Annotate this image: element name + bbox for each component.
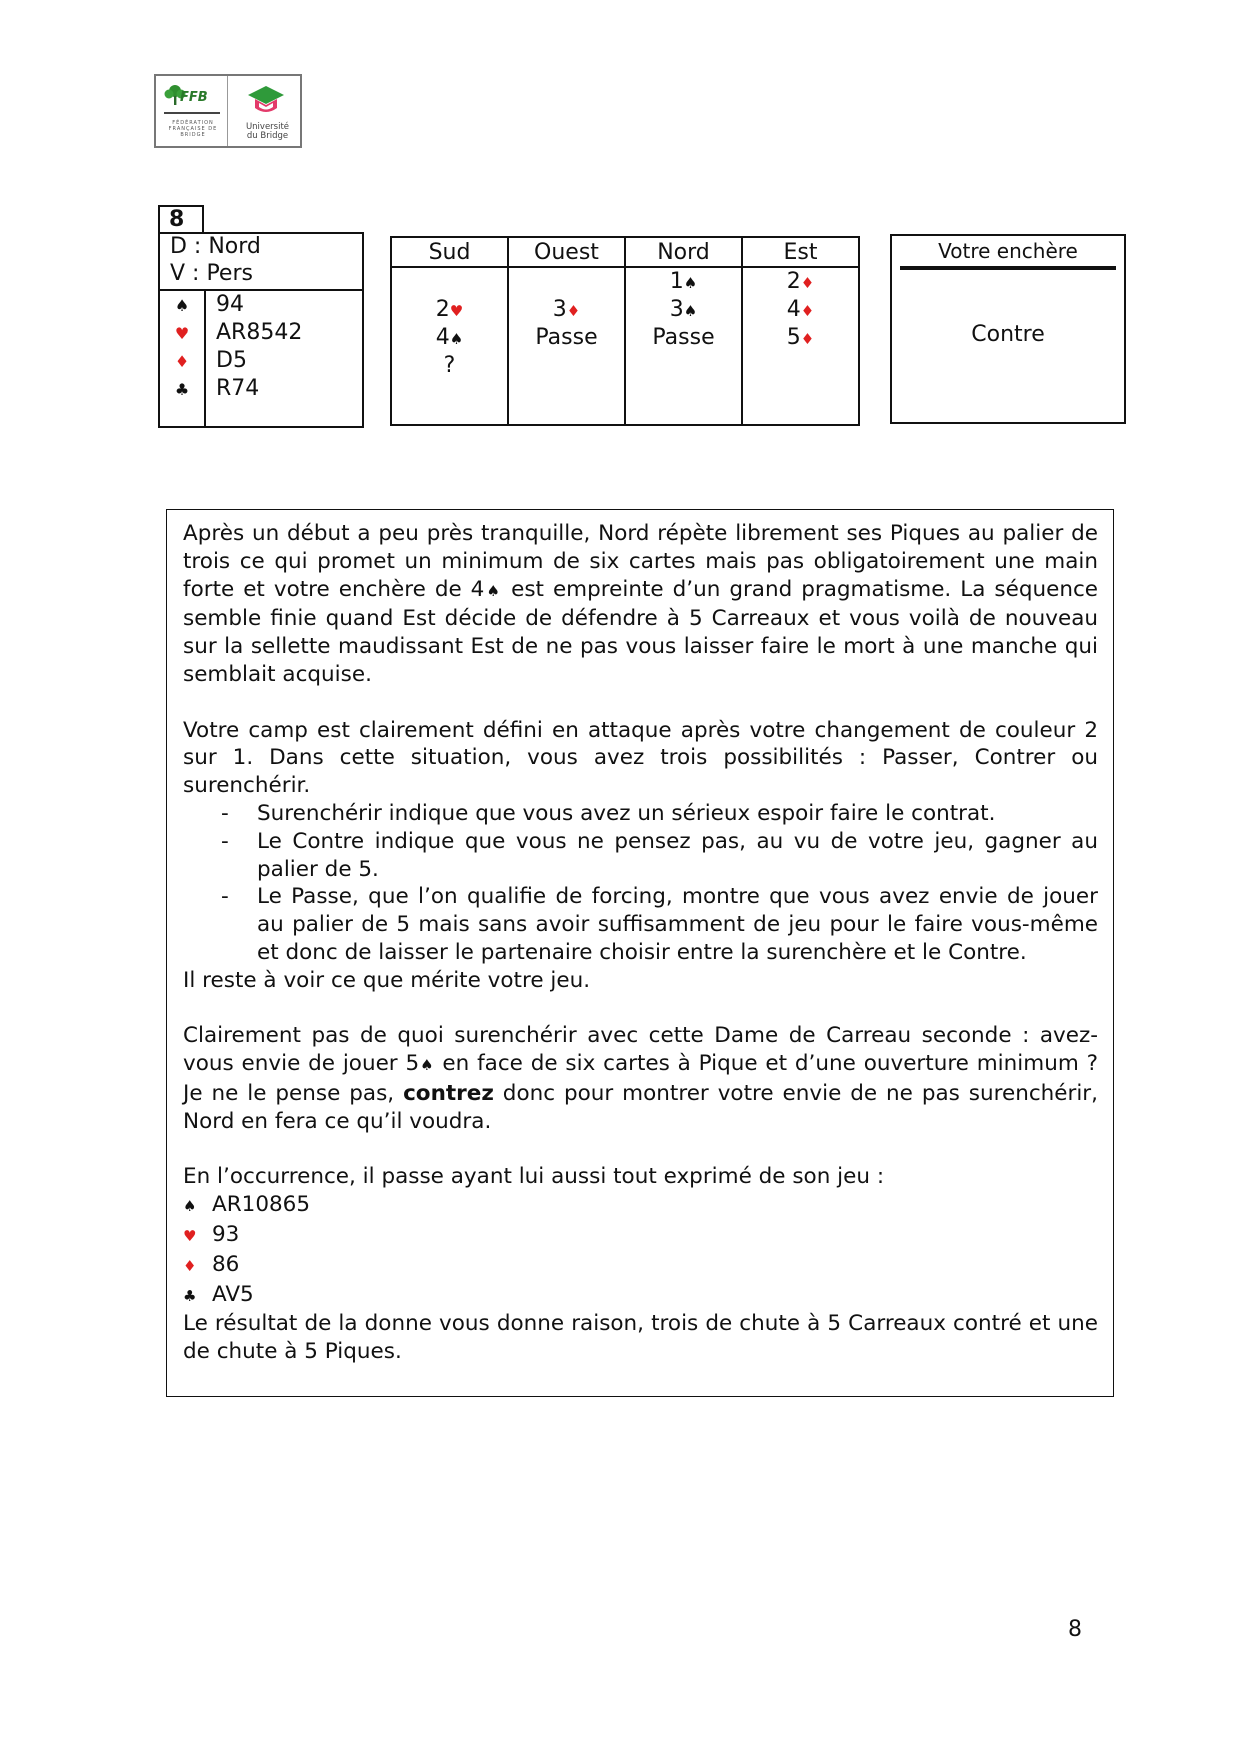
ffb-full-name: FÉDÉRATION FRANÇAISE DE BRIDGE [168,120,218,138]
bid-cell: Passe [652,325,715,350]
deal-number: 8 [158,205,204,233]
spade-icon: ♠ [683,274,698,292]
bid-cell: 3♠ [669,297,698,322]
graduation-cap-icon [246,84,286,118]
dealer: D : Nord [170,234,261,259]
bid-cell [509,268,624,296]
your-bid-title: Votre enchère [938,239,1078,263]
vulnerability: V : Pers [170,261,253,286]
heart-icon: ♥ [183,1226,197,1245]
bid-cell: 4♦ [786,297,815,322]
diamond-icon: ♦ [800,330,815,348]
bid-cell: Passe [535,325,598,350]
hand-diamonds: D5 [216,348,247,373]
bullet-list [183,800,1098,967]
paragraph-5: Le résultat de la donne vous donne raison, trois de chute à 5 Carreaux contré et une de chute à 5 Piques. [183,1311,1098,1365]
hand-clubs: R74 [216,376,260,401]
bid-cell: 1♠ [669,269,698,294]
list-item: - Le Contre indique que vous ne pensez pas, au vu de votre jeu, gagner au palier de 5. [221,828,1098,882]
diamond-icon: ♦ [183,1256,197,1275]
bid-column-nord [626,238,743,424]
your-bid-answer: Contre [971,322,1045,347]
deal-box [158,232,364,428]
bid-cell: ? [443,353,456,378]
bid-header-sud: Sud [392,238,507,268]
list-item: - Surenchérir indique que vous avez un sérieux espoir faire le contrat. [221,800,996,826]
bid-column-est [743,238,858,424]
hand-spades: 94 [216,292,244,317]
paragraph-2: Votre camp est clairement défini en attaque après votre changement de couleur 2 sur 1. Dans cette situation, vous avez trois possibilités : Passer, Contrer ou surenchérir. [183,717,1098,799]
list-item: - Le Passe, que l’on qualifie de forcing, montre que vous avez envie de jouer au palier de 5 mais sans avoir suffisamment de jeu pour le faire vous-même et donc de laisser le partenaire choisir entre la surenchère et le Contre. [221,884,1098,965]
your-bid-box [890,234,1126,424]
bid-cell: 2♥ [435,297,464,322]
north-hand-diamonds: ♦ 86 [183,1251,1098,1281]
heart-icon: ♥ [174,324,190,343]
bid-column-ouest [509,238,626,424]
bid-cell: 3♦ [552,297,581,322]
paragraph-1: Après un début a peu près tranquille, Nord répète librement ses Piques au palier de trois ce qui promet un minimum de six cartes mais pas obligatoirement une main forte et votre enchère de 4♠ est empreinte d’un grand pragmatisme. La séquence semble finie quand Est décide de défendre à 5 Carreaux et vous voilà de nouveau sur la sellette maudissant Est de ne pas vous laisser faire le mort à une manche qui semblait acquise. [183,521,1098,687]
bidding-table [390,236,860,426]
diamond-icon: ♦ [800,274,815,292]
ub-logo [228,76,300,146]
north-hand-clubs: ♣ AV5 [183,1281,1098,1311]
ffb-abbr: FFB [180,90,208,105]
bid-header-ouest: Ouest [509,238,624,268]
spade-icon: ♠ [174,296,190,315]
diamond-icon: ♦ [800,302,815,320]
spade-icon: ♠ [484,581,503,600]
ffb-logo [154,74,302,148]
bid-column-sud [392,238,509,424]
paragraph-4: En l’occurrence, il passe ayant lui aussi tout exprimé de son jeu : [183,1164,885,1190]
north-hand-hearts: ♥ 93 [183,1221,1098,1251]
diamond-icon: ♦ [174,352,190,371]
bid-cell: 5♦ [786,325,815,350]
ffb-logo-left [156,76,228,146]
bid-cell: 2♦ [786,269,815,294]
bid-header-est: Est [743,238,858,268]
spade-icon: ♠ [449,330,464,348]
page-number: 8 [1068,1617,1082,1642]
north-hand-spades: ♠ AR10865 [183,1191,1098,1221]
club-icon: ♣ [183,1286,197,1305]
heart-icon: ♥ [449,302,464,320]
hand-hearts: AR8542 [216,320,303,345]
club-icon: ♣ [174,380,190,399]
bid-cell: 4♠ [435,325,464,350]
spade-icon: ♠ [419,1056,435,1075]
spade-icon: ♠ [183,1197,197,1216]
spade-icon: ♠ [683,302,698,320]
bid-cell [392,268,507,296]
bid-header-nord: Nord [626,238,741,268]
paragraph-3: Clairement pas de quoi surenchérir avec cette Dame de Carreau seconde : avez-vous envie de jouer 5♠ en face de six cartes à Pique et d’une ouverture minimum ? Je ne le pense pas, contrez donc pour montrer votre envie de ne pas surenchérir, Nord en fera ce qu’il voudra. [183,1023,1098,1134]
explanation-box [166,509,1114,1397]
diamond-icon: ♦ [566,302,581,320]
paragraph-2-end: Il reste à voir ce que mérite votre jeu. [183,967,591,993]
university-name: Université du Bridge [245,122,290,141]
